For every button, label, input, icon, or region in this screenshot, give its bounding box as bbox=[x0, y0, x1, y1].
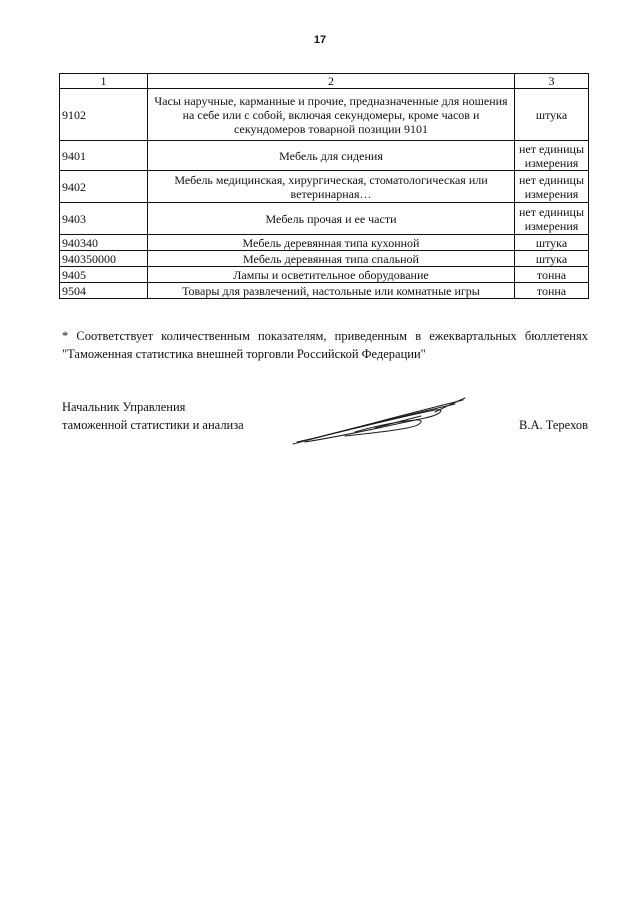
code-cell: 9405 bbox=[60, 267, 148, 283]
description-cell: Мебель медицинская, хирургическая, стоматологическая или ветеринарная… bbox=[148, 171, 515, 203]
unit-cell: нет единицы измерения bbox=[515, 203, 589, 235]
table-row bbox=[60, 267, 589, 283]
unit-cell: тонна bbox=[515, 267, 589, 283]
description-cell: Мебель для сидения bbox=[148, 141, 515, 171]
column-header: 3 bbox=[515, 74, 589, 89]
code-cell: 940350000 bbox=[60, 251, 148, 267]
description-cell: Мебель деревянная типа спальной bbox=[148, 251, 515, 267]
unit-cell: нет единицы измерения bbox=[515, 141, 589, 171]
code-cell: 9402 bbox=[60, 171, 148, 203]
table-row bbox=[60, 141, 589, 171]
table-row bbox=[60, 171, 589, 203]
unit-cell: тонна bbox=[515, 283, 589, 299]
signer-title-line: Начальник Управления bbox=[62, 400, 186, 414]
code-cell: 9401 bbox=[60, 141, 148, 171]
code-cell: 940340 bbox=[60, 235, 148, 251]
table-row bbox=[60, 203, 589, 235]
column-header: 2 bbox=[148, 74, 515, 89]
page-number: 17 bbox=[313, 34, 327, 46]
column-header: 1 bbox=[60, 74, 148, 89]
signer-title bbox=[62, 398, 244, 434]
table-row bbox=[60, 251, 589, 267]
code-cell: 9504 bbox=[60, 283, 148, 299]
description-cell: Товары для развлечений, настольные или комнатные игры bbox=[148, 283, 515, 299]
unit-cell: штука bbox=[515, 251, 589, 267]
description-cell: Лампы и осветительное оборудование bbox=[148, 267, 515, 283]
description-cell: Мебель деревянная типа кухонной bbox=[148, 235, 515, 251]
unit-cell: штука bbox=[515, 235, 589, 251]
signer-title-line: таможенной статистики и анализа bbox=[62, 418, 244, 432]
unit-cell: нет единицы измерения bbox=[515, 171, 589, 203]
table-row bbox=[60, 235, 589, 251]
code-cell: 9102 bbox=[60, 89, 148, 141]
description-cell: Мебель прочая и ее части bbox=[148, 203, 515, 235]
description-cell: Часы наручные, карманные и прочие, предназначенные для ношения на себе или с собой, включая секундомеры, кроме часов и секундомеров товарной позиции 9101 bbox=[148, 89, 515, 141]
table-row bbox=[60, 283, 589, 299]
code-cell: 9403 bbox=[60, 203, 148, 235]
table-header-row bbox=[60, 74, 589, 89]
footnote: * Соответствует количественным показателям, приведенным в ежеквартальных бюллетенях "Таможенная статистика внешней торговли Российской Федерации" bbox=[62, 329, 588, 361]
handwritten-signature bbox=[285, 392, 475, 452]
signer-name: В.А. Терехов bbox=[518, 418, 588, 432]
unit-cell: штука bbox=[515, 89, 589, 141]
classification-table bbox=[59, 73, 589, 299]
table-row bbox=[60, 89, 589, 141]
